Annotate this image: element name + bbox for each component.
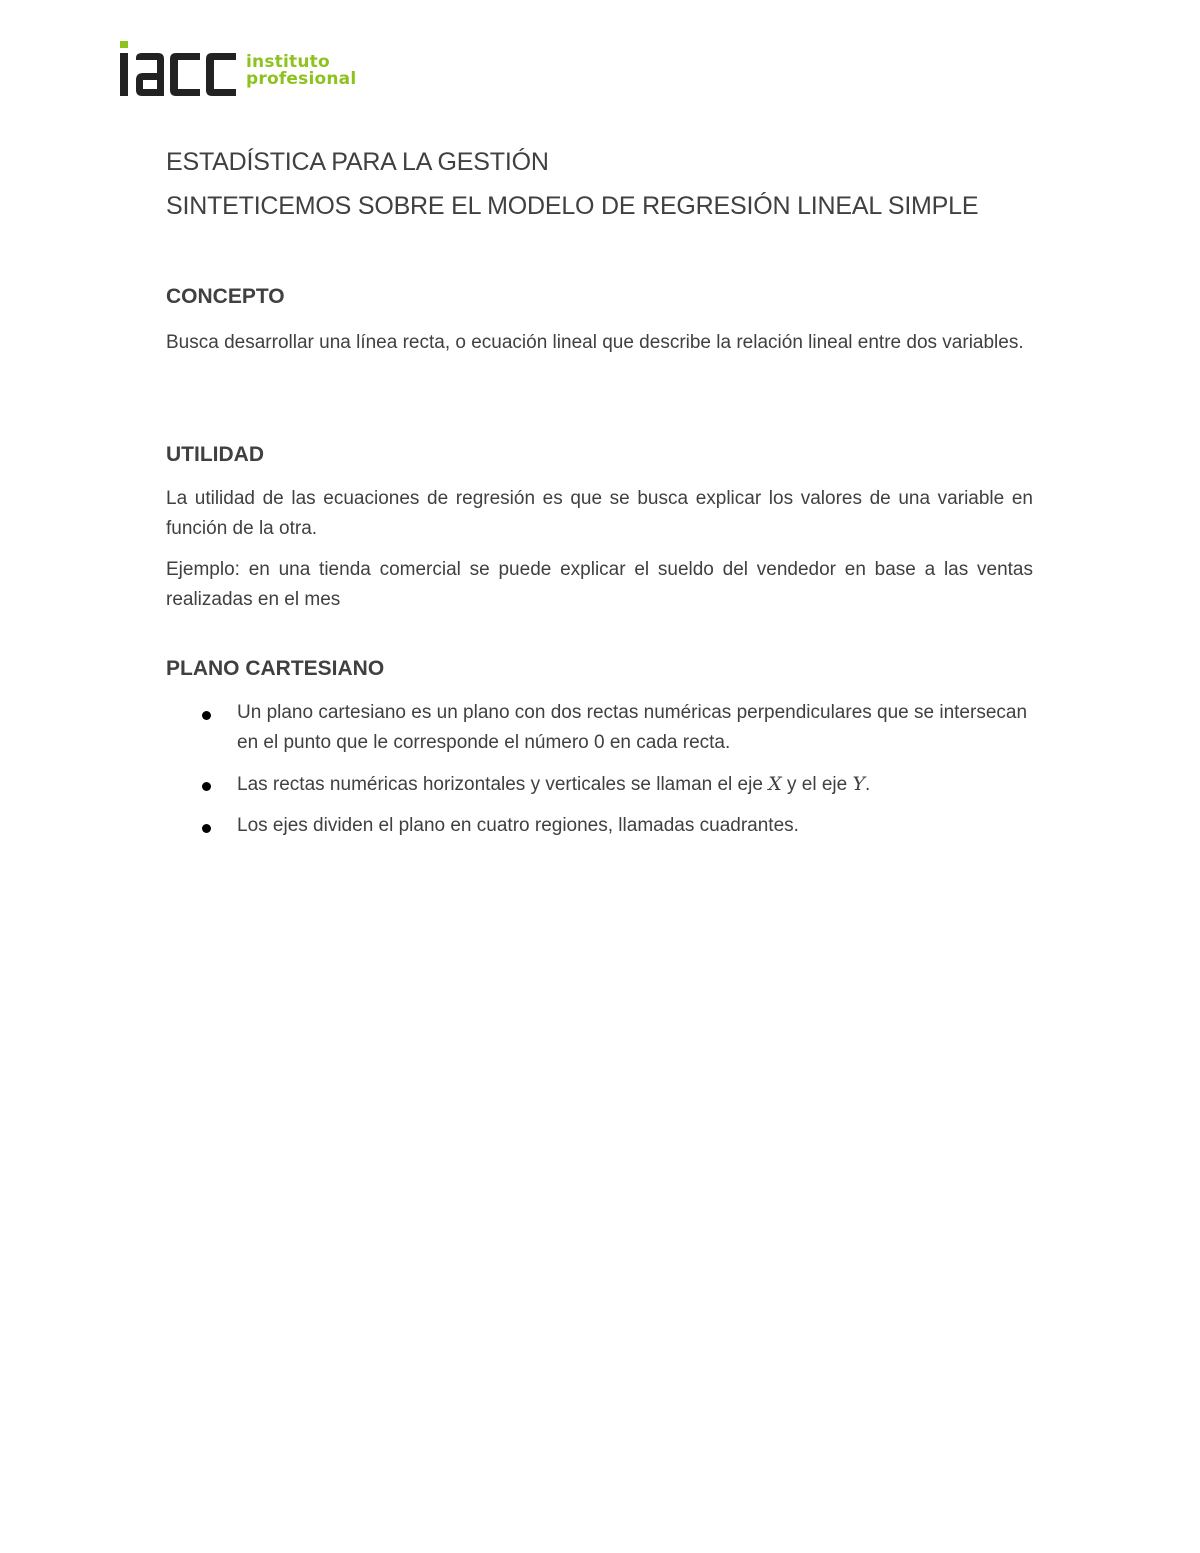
iacc-wordmark [118,38,242,102]
bullet-icon [202,824,211,833]
logo-subtitle [246,54,356,88]
axis-y-symbol: Y [852,773,866,795]
bullet-text-part: . [865,774,871,795]
iacc-logo [118,38,368,102]
concepto-text: Busca desarrollar una línea recta, o ecuación lineal que describe la relación lineal entre dos variables. [166,332,1024,353]
logo-line-1: instituto [246,52,330,72]
bullet-text: Los ejes dividen el plano en cuatro regiones, llamadas cuadrantes. [237,815,799,836]
list-item [166,811,1033,841]
utilidad-example: Ejemplo: en una tienda comercial se puede explicar el sueldo del vendedor en base a las ventas realizadas en el mes [166,559,1033,610]
bullet-icon [202,782,211,791]
plano-bullet-list [166,698,1033,852]
bullet-icon [202,711,211,720]
list-item [166,698,1033,758]
utilidad-heading: UTILIDAD [166,443,264,466]
bullet-text: Un plano cartesiano es un plano con dos rectas numéricas perpendiculares que se intersecan en el punto que le corresponde el número 0 en cada recta. [237,702,1028,753]
plano-heading: PLANO CARTESIANO [166,657,385,680]
bullet-text-part: Las rectas numéricas horizontales y verticales se llaman el eje [237,774,769,795]
concepto-heading: CONCEPTO [166,285,285,308]
course-title: ESTADÍSTICA PARA LA GESTIÓN [166,148,549,176]
logo-line-2: profesional [246,69,357,89]
bullet-text-part: y el eje [781,774,853,795]
axis-x-symbol: X [768,773,782,795]
topic-title: SINTETICEMOS SOBRE EL MODELO DE REGRESIÓN LINEAL SIMPLE [166,192,979,220]
utilidad-text: La utilidad de las ecuaciones de regresión es que se busca explicar los valores de una variable en función de la otra. [166,488,1033,539]
list-item [166,769,1033,800]
